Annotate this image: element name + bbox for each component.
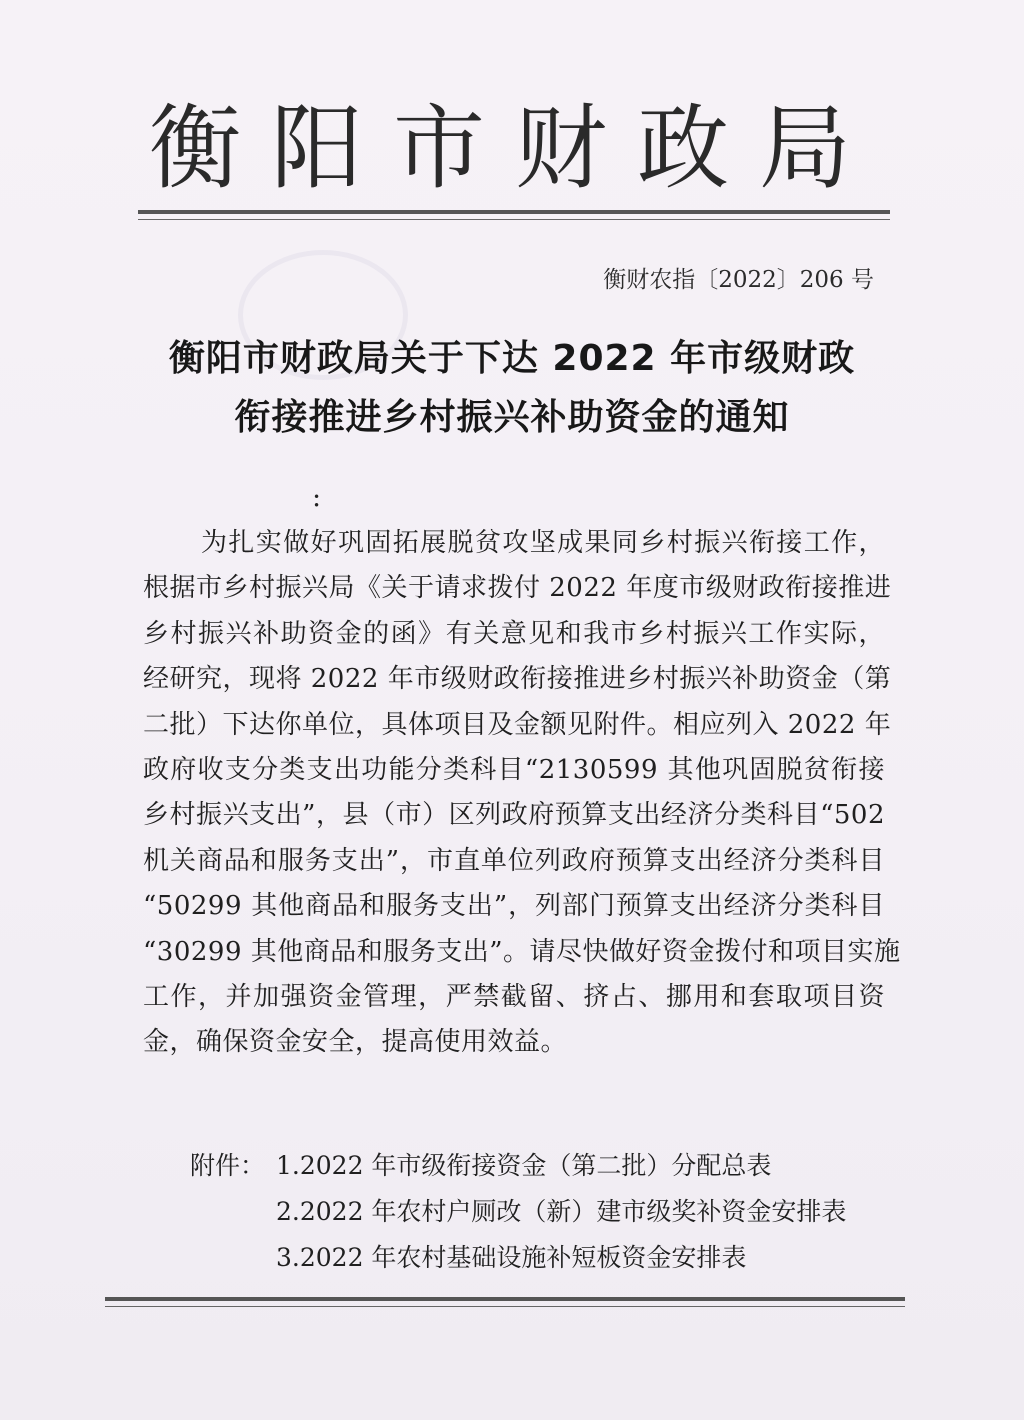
document-number: 衡财农指〔2022〕206 号: [603, 267, 874, 293]
notice-body: [143, 521, 901, 1066]
footer-thin-rule: [105, 1306, 905, 1307]
body-line: 金，确保资金安全，提高使用效益。: [143, 1027, 568, 1058]
attachment-row: [190, 1235, 846, 1281]
notice-title-line-1: 衡阳市财政局关于下达 2022 年市级财政: [168, 338, 856, 379]
body-line: 工作，并加强资金管理，严禁截留、挤占、挪用和套取项目资: [143, 982, 885, 1013]
salutation: :: [312, 482, 322, 513]
header-thin-rule: [138, 219, 890, 220]
header-thick-rule: [138, 210, 890, 214]
attachment-row: [190, 1189, 846, 1235]
attachment-item: 3.2022 年农村基础设施补短板资金安排表: [276, 1243, 747, 1272]
notice-title-line-2: 衔接推进乡村振兴补助资金的通知: [234, 397, 790, 438]
attachments-label: 附件：: [190, 1151, 266, 1180]
attachment-item: 2.2022 年农村户厕改（新）建市级奖补资金安排表: [276, 1197, 847, 1226]
body-line: 为扎实做好巩固拓展脱贫攻坚成果同乡村振兴衔接工作，: [201, 528, 885, 558]
body-line: 乡村振兴补助资金的函》有关意见和我市乡村振兴工作实际，: [143, 618, 885, 649]
body-line: “50299 其他商品和服务支出”，列部门预算支出经济分类科目: [143, 891, 885, 922]
body-line: 二批）下达你单位，具体项目及金额见附件。相应列入 2022 年: [143, 709, 892, 740]
body-line: 经研究，现将 2022 年市级财政衔接推进乡村振兴补助资金（第: [143, 664, 892, 695]
body-line: 乡村振兴支出”，县（市）区列政府预算支出经济分类科目“502: [143, 800, 885, 831]
body-line: 根据市乡村振兴局《关于请求拨付 2022 年度市级财政衔接推进: [143, 573, 892, 604]
attachment-item: 1.2022 年市级衔接资金（第二批）分配总表: [276, 1151, 772, 1180]
agency-header: 衡阳市财政局: [148, 95, 881, 202]
footer-thick-rule: [105, 1297, 905, 1301]
body-line: 政府收支分类支出功能分类科目“2130599 其他巩固脱贫衔接: [143, 755, 885, 786]
attachments-list: [190, 1143, 846, 1281]
attachment-row: [190, 1143, 846, 1189]
body-line: 机关商品和服务支出”，市直单位列政府预算支出经济分类科目: [143, 845, 885, 876]
body-line: “30299 其他商品和服务支出”。请尽快做好资金拨付和项目实施: [143, 936, 901, 967]
